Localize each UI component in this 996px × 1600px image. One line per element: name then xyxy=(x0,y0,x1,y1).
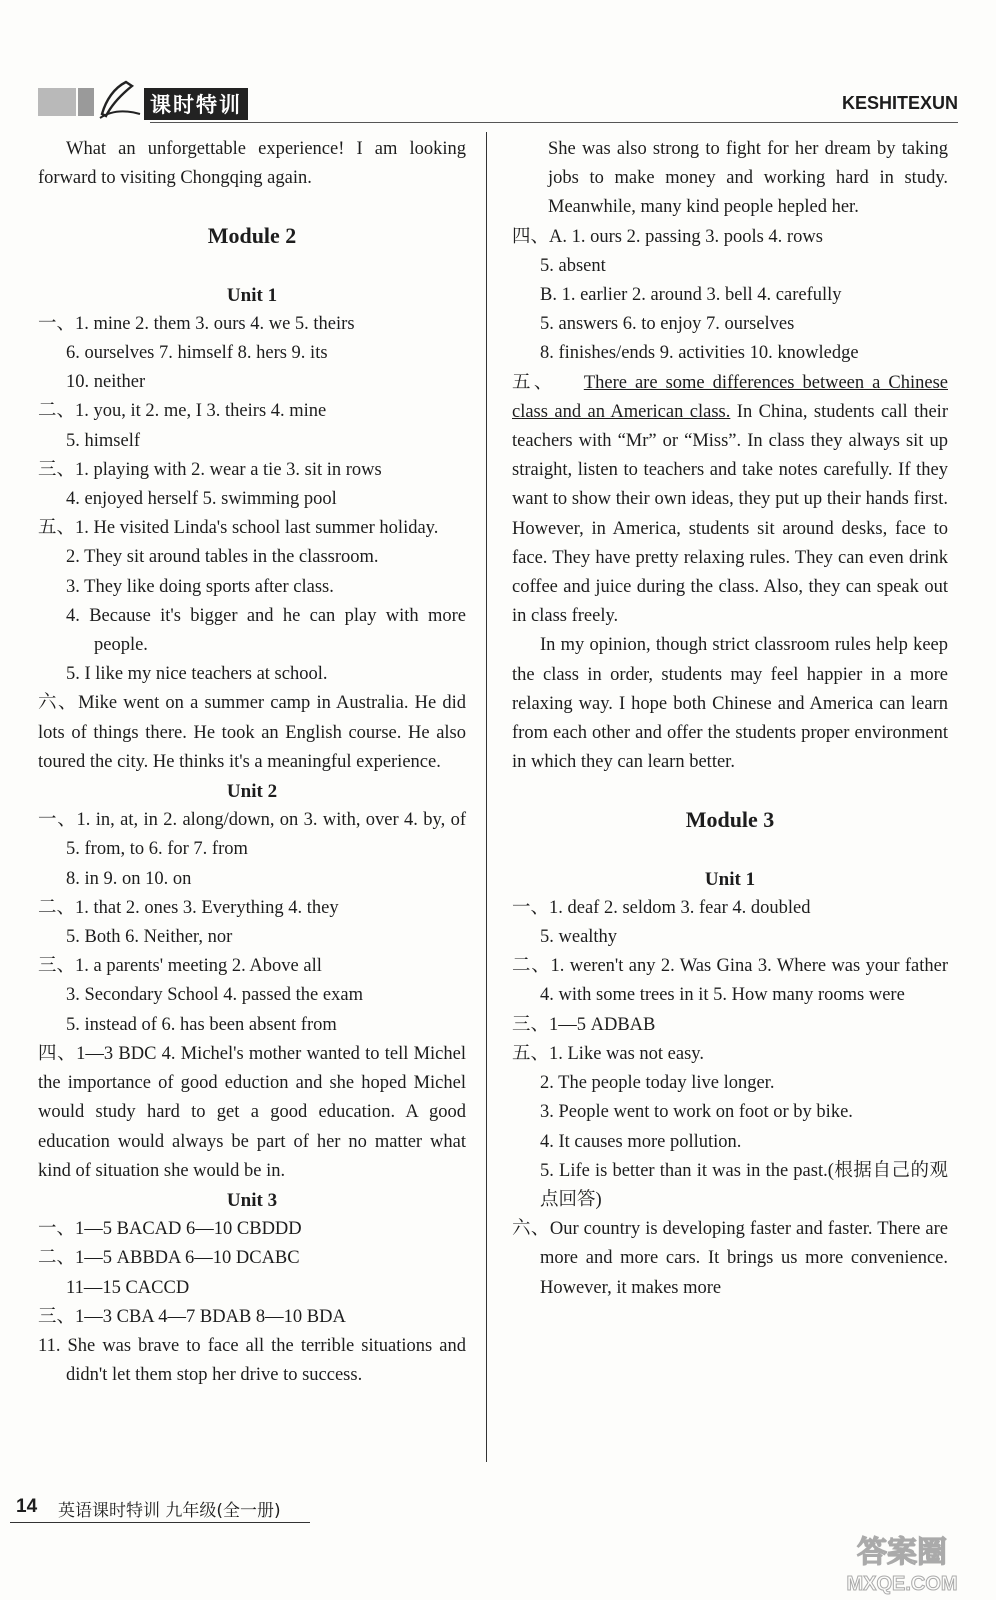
answer-line: 6. ourselves 7. himself 8. hers 9. its xyxy=(66,343,328,364)
answer-line: 8. in 9. on 10. on xyxy=(66,868,192,889)
section-label: 五、 xyxy=(512,372,556,393)
answer-line: 一、1—5 BACAD 6—10 CBDDD xyxy=(38,1219,302,1240)
answer-line: 五、1. He visited Linda's school last summer holiday. xyxy=(38,518,439,539)
answer-line: 二、1—5 ABBDA 6—10 DCABC xyxy=(38,1248,300,1269)
answer-line: 三、1—5 ADBAB xyxy=(512,1014,656,1035)
answer-line: 3. They like doing sports after class. xyxy=(66,576,334,597)
answer-line: 3. Secondary School 4. passed the exam xyxy=(66,985,363,1006)
module-3-heading: Module 3 xyxy=(685,807,775,833)
answer-line: 5. Life is better than it was in the past.(根据自己的观点回答) xyxy=(540,1160,948,1210)
answer-line: B. 1. earlier 2. around 3. bell 4. carefully xyxy=(540,285,842,306)
page-number: 14 xyxy=(16,1496,38,1517)
answer-line: 五、1. Like was not easy. xyxy=(512,1043,704,1064)
watermark-text: 答案圈 xyxy=(857,1535,947,1570)
answer-line: 3. People went to work on foot or by bike. xyxy=(540,1102,853,1123)
header-decor-bar xyxy=(38,88,76,116)
answer-line: 三、1. playing with 2. wear a tie 3. sit in rows xyxy=(38,459,382,480)
intro-text: What an unforgettable experience! I am looking forward to visiting Chongqing again. xyxy=(38,139,466,189)
right-column xyxy=(512,135,948,1303)
answer-line: 10. neither xyxy=(66,372,146,393)
answer-line: 4. enjoyed herself 5. swimming pool xyxy=(66,489,337,510)
answer-line: 11. She was brave to face all the terrible situations and didn't let them stop her drive to success. xyxy=(38,1335,466,1386)
answer-line: 5. absent xyxy=(540,255,606,276)
answer-line: 11—15 CACCD xyxy=(66,1277,190,1298)
answer-line: 2. They sit around tables in the classroom. xyxy=(66,547,379,568)
answer-line: 8. finishes/ends 9. activities 10. knowledge xyxy=(540,343,859,364)
answer-line: 5. himself xyxy=(66,430,140,451)
answer-paragraph: 六、Our country is developing faster and faster. There are more and more cars. It brings us more convenience. However, it makes more xyxy=(512,1219,948,1298)
answer-paragraph: 四、1—3 BDC 4. Michel's mother wanted to tell Michel the importance of good eduction and she hoped Michel would study hard to get a good education. A good education would always be part of her no matter what kind of situation she would be in. xyxy=(38,1043,466,1181)
answer-line: 一、1. in, at, in 2. along/down, on 3. with, over 4. by, of 5. from, to 6. for 7. from xyxy=(38,810,466,860)
answer-line: 三、1—3 CBA 4—7 BDAB 8—10 BDA xyxy=(38,1306,346,1327)
essay-text: In China, students call their teachers with “Mr” or “Miss”. In class they always sit up straight, listen to teachers and take notes carefully. If they want to show their own ideas, they put up their hands first. However, in America, students sit around desks, face to face. They have pretty relaxing rules. They can even drink coffee and juice during the class. Also, they can speak out in class freely. xyxy=(512,401,948,627)
answer-line: 二、1. weren't any 2. Was Gina 3. Where was your father 4. with some trees in it 5. How many rooms were xyxy=(512,956,948,1006)
book-title: 英语课时特训 九年级(全一册) xyxy=(58,1501,281,1521)
page-header xyxy=(0,0,996,125)
answer-line: 一、1. deaf 2. seldom 3. fear 4. doubled xyxy=(512,897,811,918)
column-divider xyxy=(486,132,487,1462)
unit-3-heading: Unit 3 xyxy=(226,1189,278,1211)
left-column xyxy=(38,135,466,1390)
unit-1-heading: Unit 1 xyxy=(226,284,278,306)
header-title: 课时特训 xyxy=(144,88,248,120)
watermark-url: MXQE.COM xyxy=(846,1573,958,1595)
essay-topic-sentence: There are some differences between a Chinese class and an American class. xyxy=(512,372,948,422)
answer-line: 四、A. 1. ours 2. passing 3. pools 4. rows xyxy=(512,226,823,247)
answer-line: 一、1. mine 2. them 3. ours 4. we 5. theirs xyxy=(38,313,355,334)
unit-1-heading: Unit 1 xyxy=(704,868,756,890)
header-decor-bar-dark xyxy=(78,88,94,116)
pen-icon xyxy=(96,74,142,120)
answer-line: 5. Both 6. Neither, nor xyxy=(66,927,233,948)
answer-paragraph: She was also strong to fight for her dream by taking jobs to make money and working hard in study. Meanwhile, many kind people hepled her. xyxy=(548,139,948,218)
watermark-logo xyxy=(824,1528,980,1596)
answer-line: 4. It causes more pollution. xyxy=(540,1131,742,1152)
answer-line: 5. answers 6. to enjoy 7. ourselves xyxy=(540,314,795,335)
answer-line: 二、1. you, it 2. me, I 3. theirs 4. mine xyxy=(38,401,327,422)
answer-line: 5. I like my nice teachers at school. xyxy=(66,664,328,685)
answer-line: 5. wealthy xyxy=(540,927,618,948)
answer-line: 2. The people today live longer. xyxy=(540,1073,775,1094)
module-2-heading: Module 2 xyxy=(207,223,297,249)
answer-line: 二、1. that 2. ones 3. Everything 4. they xyxy=(38,897,339,918)
unit-2-heading: Unit 2 xyxy=(226,781,278,803)
essay-paragraph-2: In my opinion, though strict classroom rules help keep the class in order, students may feel happier in a more relaxing way. I hope both Chinese and America can learn from each other and offer the students proper environment in which they can learn better. xyxy=(512,635,948,773)
footer-rule xyxy=(10,1522,310,1523)
answer-line: 4. Because it's bigger and he can play with more people. xyxy=(66,605,466,656)
answer-line: 5. instead of 6. has been absent from xyxy=(66,1014,337,1035)
essay-paragraph-1 xyxy=(512,369,948,632)
answer-line: 三、1. a parents' meeting 2. Above all xyxy=(38,956,322,977)
answer-paragraph: 六、Mike went on a summer camp in Australia. He did lots of things there. He took an English course. He also toured the city. He thinks it's a meaningful experience. xyxy=(38,693,466,772)
header-rule xyxy=(150,122,958,123)
header-brand: KESHITEXUN xyxy=(841,93,958,113)
